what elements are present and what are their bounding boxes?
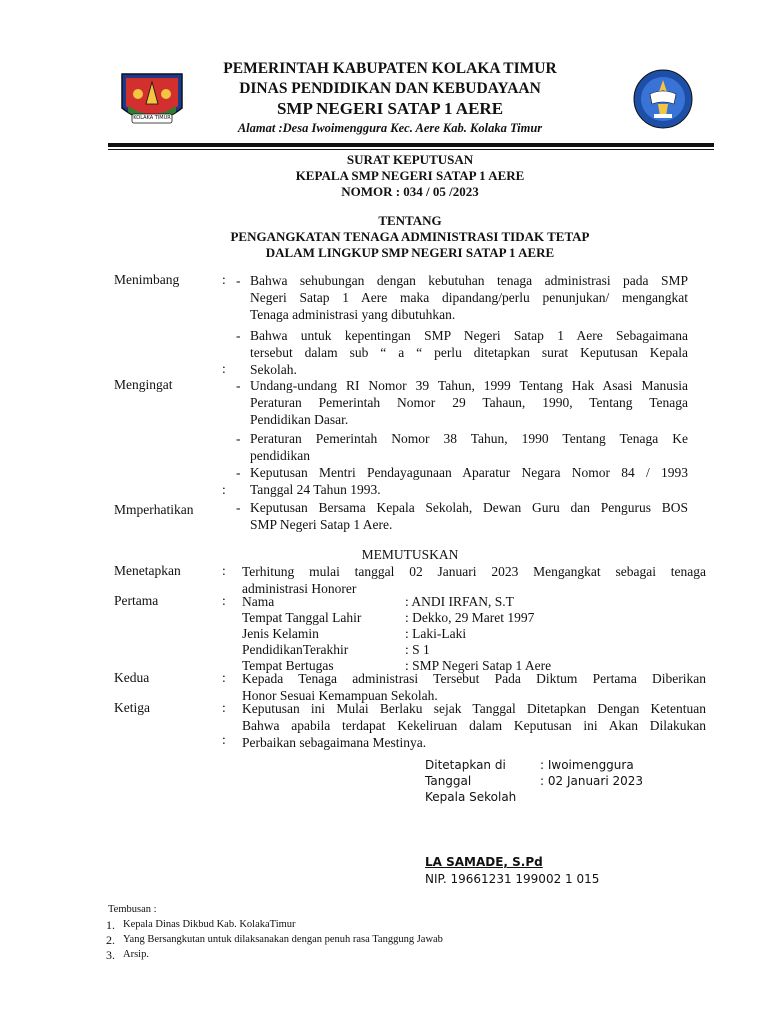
- colon: :: [222, 361, 226, 376]
- logo-text: KOLAKA TIMUR: [133, 115, 171, 121]
- colon: :: [222, 482, 226, 497]
- subject-line-2: DALAM LINGKUP SMP NEGERI SATAP 1 AERE: [265, 245, 555, 260]
- field-birth-value: : Dekko, 29 Maret 1997: [405, 610, 535, 625]
- header-school: SMP NEGERI SATAP 1 AERE: [276, 99, 504, 118]
- mengingat-item-2: Peraturan Pemerintah Nomor 38 Tahun, 1990 Tentang Tenaga Ke pendidikan: [250, 431, 688, 463]
- colon: :: [222, 700, 226, 715]
- signature-role: Kepala Sekolah: [425, 790, 517, 804]
- signature-date-value: : 02 Januari 2023: [540, 774, 644, 788]
- tut-wuri-handayani-emblem: [632, 68, 694, 130]
- subject-line-1: PENGANGKATAN TENAGA ADMINISTRASI TIDAK TETAP: [230, 229, 590, 244]
- decree-number: NOMOR : 034 / 05 /2023: [341, 184, 479, 199]
- field-workplace-value: : SMP Negeri Satap 1 Aere: [405, 658, 552, 673]
- tembusan-item-1: Kepala Dinas Dikbud Kab. KolakaTimur: [123, 919, 296, 930]
- field-name-label: Nama: [242, 594, 275, 609]
- subject-heading: TENTANG: [378, 213, 442, 228]
- header-divider-thin: [108, 149, 714, 150]
- bullet: -: [236, 431, 241, 446]
- field-education-label: PendidikanTerakhir: [242, 642, 349, 657]
- bullet: -: [236, 328, 241, 343]
- colon: :: [222, 732, 226, 747]
- memutuskan-heading: MEMUTUSKAN: [361, 547, 459, 562]
- field-gender-value: : Laki-Laki: [405, 626, 467, 641]
- menetapkan-text: Terhitung mulai tanggal 02 Januari 2023 Mengangkat sebagai tenaga administrasi Honorer: [242, 564, 706, 596]
- memperhatikan-item: Keputusan Bersama Kepala Sekolah, Dewan Guru dan Pengurus BOS SMP Negeri Satap 1 Aere.: [250, 500, 688, 532]
- kedua-label: Kedua: [114, 670, 150, 685]
- kolaka-timur-emblem: [118, 70, 186, 130]
- signatory-nip: NIP. 19661231 199002 1 015: [425, 872, 600, 886]
- signature-place-value: : Iwoimenggura: [540, 758, 634, 772]
- colon: :: [222, 670, 226, 685]
- header-department: DINAS PENDIDIKAN DAN KEBUDAYAAN: [239, 80, 541, 97]
- colon: :: [222, 272, 226, 287]
- tembusan-item-3: Arsip.: [123, 949, 149, 960]
- tembusan-item-2: Yang Bersangkutan untuk dilaksanakan dengan penuh rasa Tanggung Jawab: [123, 934, 443, 945]
- mengingat-label: Mengingat: [114, 377, 173, 392]
- bullet: -: [236, 465, 241, 480]
- bullet: -: [236, 273, 241, 288]
- memperhatikan-label: Mmperhatikan: [114, 502, 194, 517]
- kedua-text: Kepada Tenaga administrasi Tersebut Pada Diktum Pertama Diberikan Honor Sesuai Kemampuan Sekolah.: [242, 671, 706, 703]
- bullet: -: [236, 378, 241, 393]
- tembusan-number: 3.: [106, 948, 115, 962]
- colon: :: [222, 563, 226, 578]
- header-government: PEMERINTAH KABUPATEN KOLAKA TIMUR: [223, 60, 557, 77]
- mengingat-item-3: Keputusan Mentri Pendayagunaan Aparatur Negara Nomor 84 / 1993 Tanggal 24 Tahun 1993.: [250, 465, 688, 497]
- menimbang-item-a: Bahwa sehubungan dengan kebutuhan tenaga administrasi pada SMP Negeri Satap 1 Aere maka dipandang/perlu penunjukan/ mengangkat Tenaga administrasi yang dibutuhkan.: [250, 273, 688, 322]
- tembusan-number: 1.: [106, 918, 115, 932]
- field-gender-label: Jenis Kelamin: [242, 626, 319, 641]
- bullet: -: [236, 500, 241, 515]
- header-address: Alamat :Desa Iwoimenggura Kec. Aere Kab. Kolaka Timur: [237, 121, 543, 135]
- tembusan-title: Tembusan :: [108, 904, 157, 915]
- menetapkan-label: Menetapkan: [114, 563, 181, 578]
- menimbang-label: Menimbang: [114, 272, 180, 287]
- mengingat-item-1: Undang-undang RI Nomor 39 Tahun, 1999 Tentang Hak Asasi Manusia Peraturan Pemerintah Nomor 29 Tahaun, 1990, Tentang Tenaga Pendidikan Dasar.: [250, 378, 688, 427]
- decree-issuer: KEPALA SMP NEGERI SATAP 1 AERE: [295, 168, 525, 183]
- field-education-value: : S 1: [405, 642, 430, 657]
- signatory-name: LA SAMADE, S.Pd: [425, 855, 543, 869]
- ketiga-label: Ketiga: [114, 700, 150, 715]
- decree-title: SURAT KEPUTUSAN: [346, 152, 474, 167]
- field-name-value: : ANDI IRFAN, S.T: [405, 594, 514, 609]
- ketiga-text: Keputusan ini Mulai Berlaku sejak Tanggal Ditetapkan Dengan Ketentuan Bahwa apabila terdapat Kekeliruan dalam Keputusan ini Akan Dilakukan Perbaikan sebagaimana Mestinya.: [242, 701, 706, 750]
- colon: :: [222, 593, 226, 608]
- tembusan-number: 2.: [106, 933, 115, 947]
- pertama-label: Pertama: [114, 593, 159, 608]
- field-workplace-label: Tempat Bertugas: [242, 658, 334, 673]
- field-birth-label: Tempat Tanggal Lahir: [242, 610, 362, 625]
- menimbang-item-b: Bahwa untuk kepentingan SMP Negeri Satap 1 Aere Sebagaimana tersebut dalam sub “ a “ perlu ditetapkan surat Keputusan Kepala Sekolah.: [250, 328, 688, 377]
- header-divider-thick: [108, 143, 714, 147]
- signature-date-label: Tanggal: [425, 774, 472, 788]
- signature-place-label: Ditetapkan di: [425, 758, 506, 772]
